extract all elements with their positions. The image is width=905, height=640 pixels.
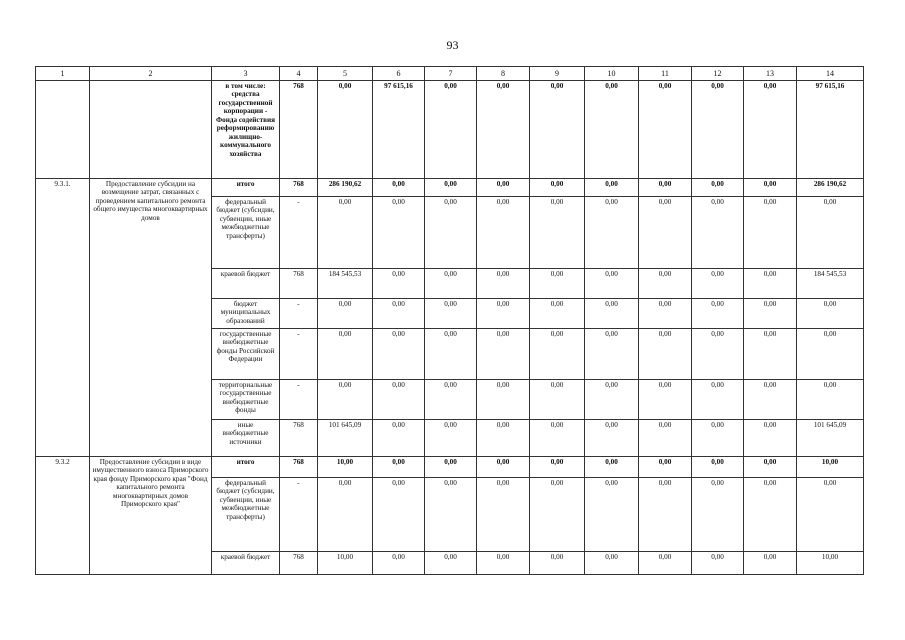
column-number: 9 — [530, 67, 585, 81]
value-cell: 0,00 — [639, 478, 692, 552]
value-cell: 0,00 — [477, 329, 530, 380]
value-cell: 0,00 — [639, 380, 692, 420]
value-cell: 97 615,16 — [797, 81, 864, 179]
value-cell: 101 645,09 — [318, 420, 373, 457]
value-cell: 0,00 — [477, 457, 530, 478]
section-number: 9.3.2 — [36, 457, 90, 575]
column-number: 11 — [639, 67, 692, 81]
value-cell: 0,00 — [797, 197, 864, 269]
row-label: территориальные государственные внебюджетные фонды — [212, 380, 280, 420]
value-cell: 184 545,53 — [318, 269, 373, 299]
value-cell: 0,00 — [318, 197, 373, 269]
budget-table — [35, 66, 864, 575]
value-cell: 0,00 — [585, 420, 639, 457]
value-cell: 0,00 — [373, 299, 425, 329]
row-code: - — [280, 329, 318, 380]
row-label: иные внебюджетные источники — [212, 420, 280, 457]
value-cell: 0,00 — [425, 197, 477, 269]
row-label: федеральный бюджет (субсидии, субвенции, иные межбюджетные трансферты) — [212, 197, 280, 269]
value-cell: 0,00 — [530, 197, 585, 269]
value-cell: 0,00 — [585, 457, 639, 478]
value-cell: 0,00 — [477, 81, 530, 179]
value-cell: 0,00 — [425, 329, 477, 380]
value-cell: 0,00 — [639, 179, 692, 197]
row-label: краевой бюджет — [212, 552, 280, 575]
value-cell: 0,00 — [744, 81, 797, 179]
row-code: 768 — [280, 552, 318, 575]
value-cell: 0,00 — [585, 478, 639, 552]
value-cell: 0,00 — [530, 299, 585, 329]
column-number: 8 — [477, 67, 530, 81]
value-cell: 0,00 — [585, 81, 639, 179]
value-cell: 0,00 — [318, 478, 373, 552]
row-code: 768 — [280, 81, 318, 179]
value-cell: 0,00 — [477, 299, 530, 329]
value-cell: 0,00 — [530, 420, 585, 457]
row-label: итого — [212, 457, 280, 478]
value-cell: 0,00 — [373, 329, 425, 380]
section-number: 9.3.1. — [36, 179, 90, 457]
value-cell: 0,00 — [373, 457, 425, 478]
section-name: Предоставление субсидии в виде имущественного взноса Приморского края фонду Приморского края "Фонд капитального ремонта многоквартирных домов Приморского края" — [90, 457, 212, 575]
row-code: 768 — [280, 420, 318, 457]
value-cell: 0,00 — [797, 299, 864, 329]
row-code: - — [280, 478, 318, 552]
value-cell: 184 545,53 — [797, 269, 864, 299]
value-cell: 0,00 — [585, 329, 639, 380]
value-cell: 0,00 — [425, 478, 477, 552]
column-number-row — [36, 67, 864, 81]
value-cell: 0,00 — [692, 179, 744, 197]
column-number: 2 — [90, 67, 212, 81]
value-cell: 0,00 — [585, 380, 639, 420]
value-cell: 10,00 — [318, 552, 373, 575]
value-cell: 0,00 — [477, 420, 530, 457]
value-cell: 0,00 — [373, 179, 425, 197]
column-number: 4 — [280, 67, 318, 81]
row-code: - — [280, 299, 318, 329]
value-cell: 0,00 — [639, 299, 692, 329]
value-cell: 0,00 — [692, 420, 744, 457]
row-label: государственные внебюджетные фонды Российской Федерации — [212, 329, 280, 380]
value-cell: 286 190,62 — [797, 179, 864, 197]
value-cell: 0,00 — [797, 380, 864, 420]
value-cell: 0,00 — [639, 197, 692, 269]
value-cell: 0,00 — [692, 269, 744, 299]
value-cell: 0,00 — [692, 197, 744, 269]
value-cell: 0,00 — [744, 179, 797, 197]
value-cell: 0,00 — [530, 380, 585, 420]
value-cell: 0,00 — [692, 552, 744, 575]
value-cell: 0,00 — [373, 269, 425, 299]
value-cell: 0,00 — [530, 552, 585, 575]
value-cell: 10,00 — [797, 552, 864, 575]
section-name: Предоставление субсидии на возмещение затрат, связанных с проведением капитального ремонта общего имущества многоквартирных домов — [90, 179, 212, 457]
value-cell: 0,00 — [639, 329, 692, 380]
value-cell: 0,00 — [692, 478, 744, 552]
value-cell: 0,00 — [373, 197, 425, 269]
value-cell: 0,00 — [585, 179, 639, 197]
value-cell: 0,00 — [318, 81, 373, 179]
value-cell: 0,00 — [373, 552, 425, 575]
column-number: 5 — [318, 67, 373, 81]
value-cell: 0,00 — [530, 478, 585, 552]
value-cell: 0,00 — [585, 269, 639, 299]
value-cell: 0,00 — [425, 179, 477, 197]
value-cell: 0,00 — [425, 457, 477, 478]
value-cell: 0,00 — [318, 380, 373, 420]
table-row — [36, 457, 864, 478]
value-cell: 0,00 — [318, 299, 373, 329]
table-row — [36, 179, 864, 197]
row-label: итого — [212, 179, 280, 197]
row-label: бюджет муниципальных образований — [212, 299, 280, 329]
value-cell: 0,00 — [797, 329, 864, 380]
value-cell: 0,00 — [744, 478, 797, 552]
value-cell: 0,00 — [692, 299, 744, 329]
value-cell: 0,00 — [477, 197, 530, 269]
empty-cell — [90, 81, 212, 179]
value-cell: 286 190,62 — [318, 179, 373, 197]
value-cell: 0,00 — [530, 179, 585, 197]
value-cell: 0,00 — [373, 420, 425, 457]
value-cell: 0,00 — [530, 81, 585, 179]
value-cell: 0,00 — [425, 81, 477, 179]
column-number: 10 — [585, 67, 639, 81]
value-cell: 0,00 — [477, 552, 530, 575]
value-cell: 0,00 — [530, 457, 585, 478]
value-cell: 0,00 — [692, 329, 744, 380]
value-cell: 0,00 — [797, 478, 864, 552]
value-cell: 0,00 — [585, 197, 639, 269]
value-cell: 0,00 — [639, 81, 692, 179]
value-cell: 0,00 — [373, 380, 425, 420]
value-cell: 0,00 — [744, 552, 797, 575]
value-cell: 0,00 — [530, 329, 585, 380]
column-number: 14 — [797, 67, 864, 81]
value-cell: 0,00 — [639, 420, 692, 457]
value-cell: 10,00 — [318, 457, 373, 478]
value-cell: 0,00 — [744, 420, 797, 457]
value-cell: 101 645,09 — [797, 420, 864, 457]
value-cell: 0,00 — [692, 380, 744, 420]
row-code: 768 — [280, 179, 318, 197]
value-cell: 0,00 — [744, 380, 797, 420]
column-number: 6 — [373, 67, 425, 81]
value-cell: 10,00 — [797, 457, 864, 478]
empty-cell — [36, 81, 90, 179]
value-cell: 0,00 — [318, 329, 373, 380]
value-cell: 0,00 — [477, 478, 530, 552]
value-cell: 0,00 — [585, 299, 639, 329]
value-cell: 0,00 — [530, 269, 585, 299]
value-cell: 0,00 — [744, 299, 797, 329]
row-code: 768 — [280, 269, 318, 299]
value-cell: 0,00 — [425, 299, 477, 329]
value-cell: 0,00 — [373, 478, 425, 552]
column-number: 7 — [425, 67, 477, 81]
row-label: краевой бюджет — [212, 269, 280, 299]
value-cell: 0,00 — [425, 269, 477, 299]
value-cell: 0,00 — [692, 81, 744, 179]
value-cell: 0,00 — [425, 552, 477, 575]
value-cell: 0,00 — [585, 552, 639, 575]
column-number: 13 — [744, 67, 797, 81]
table-row — [36, 81, 864, 179]
value-cell: 0,00 — [477, 269, 530, 299]
row-code: - — [280, 380, 318, 420]
row-label: в том числе: средства государственной корпорации - Фонда содействия реформированию жилищно-коммунального хозяйства — [212, 81, 280, 179]
value-cell: 0,00 — [744, 269, 797, 299]
value-cell: 0,00 — [425, 380, 477, 420]
page-number: 93 — [446, 38, 459, 52]
value-cell: 0,00 — [744, 197, 797, 269]
column-number: 3 — [212, 67, 280, 81]
column-number: 1 — [36, 67, 90, 81]
row-code: - — [280, 197, 318, 269]
value-cell: 0,00 — [639, 269, 692, 299]
value-cell: 0,00 — [477, 380, 530, 420]
value-cell: 0,00 — [744, 329, 797, 380]
value-cell: 97 615,16 — [373, 81, 425, 179]
value-cell: 0,00 — [639, 552, 692, 575]
row-code: 768 — [280, 457, 318, 478]
value-cell: 0,00 — [477, 179, 530, 197]
column-number: 12 — [692, 67, 744, 81]
value-cell: 0,00 — [744, 457, 797, 478]
value-cell: 0,00 — [425, 420, 477, 457]
value-cell: 0,00 — [639, 457, 692, 478]
value-cell: 0,00 — [692, 457, 744, 478]
row-label: федеральный бюджет (субсидии, субвенции, иные межбюджетные трансферты) — [212, 478, 280, 552]
